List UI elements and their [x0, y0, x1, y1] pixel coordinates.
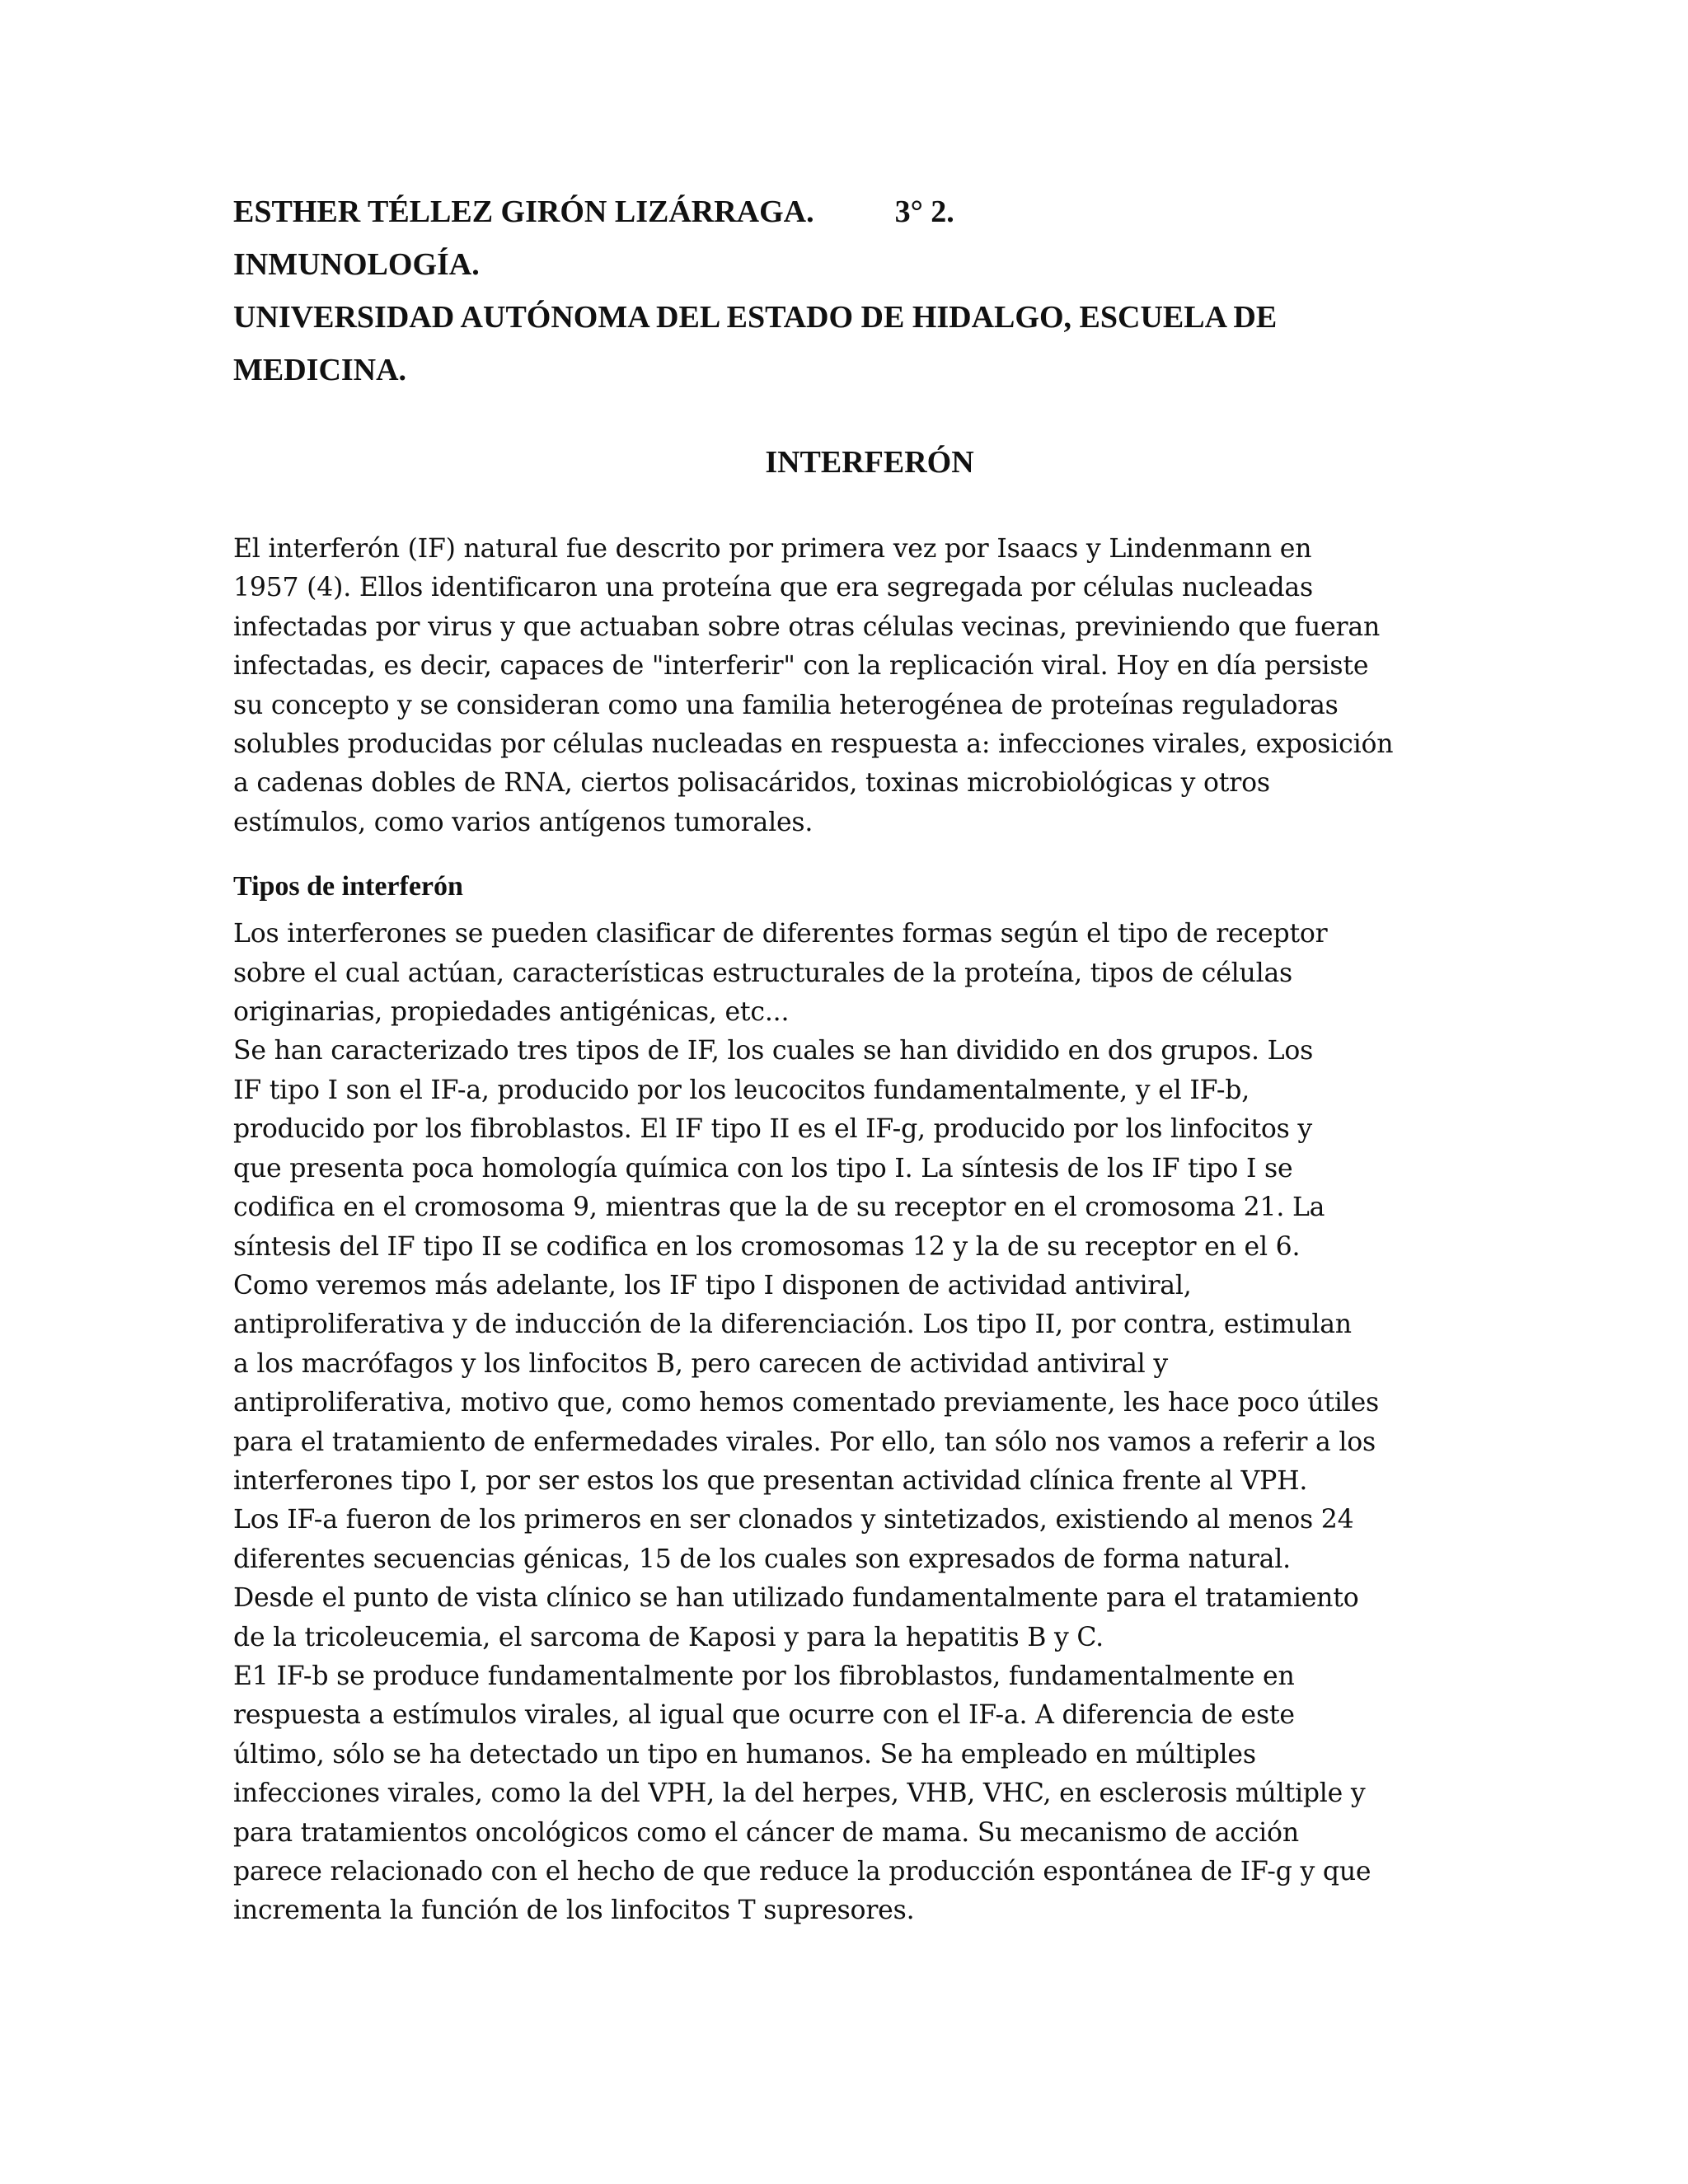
subject-line: INMUNOLOGÍA. — [233, 247, 480, 282]
paragraph-line: solubles producidas por células nucleadas en respuesta a: infecciones virales, exposición — [233, 729, 1394, 760]
paragraph-line: Se han caracterizado tres tipos de IF, los cuales se han dividido en dos grupos. Los — [233, 1036, 1314, 1066]
paragraph-line: diferentes secuencias génicas, 15 de los cuales son expresados de forma natural. — [233, 1544, 1291, 1574]
paragraph-line: IF tipo I son el IF-a, producido por los leucocitos fundamentalmente, y el IF-b, — [233, 1075, 1250, 1105]
paragraph-line: E1 IF-b se produce fundamentalmente por los fibroblastos, fundamentalmente en — [233, 1661, 1295, 1691]
paragraph-line: Los IF-a fueron de los primeros en ser clonados y sintetizados, existiendo al menos 24 — [233, 1505, 1354, 1535]
paragraph-line: infecciones virales, como la del VPH, la del herpes, VHB, VHC, en esclerosis múltiple y — [233, 1779, 1366, 1809]
paragraph-line: su concepto y se consideran como una familia heterogénea de proteínas reguladoras — [233, 690, 1339, 720]
paragraph-line: síntesis del IF tipo II se codifica en los cromosomas 12 y la de su receptor en el 6. — [233, 1231, 1301, 1262]
author-name: ESTHER TÉLLEZ GIRÓN LIZÁRRAGA. — [233, 194, 814, 229]
paragraph-line: Los interferones se pueden clasificar de diferentes formas según el tipo de receptor — [233, 919, 1328, 949]
paragraph-line: incrementa la función de los linfocitos T supresores. — [233, 1896, 915, 1926]
paragraph-line: de la tricoleucemia, el sarcoma de Kaposi y para la hepatitis B y C. — [233, 1622, 1104, 1652]
paragraph-line: que presenta poca homología química con los tipo I. La síntesis de los IF tipo I se — [233, 1153, 1293, 1183]
paragraph-line: El interferón (IF) natural fue descrito por primera vez por Isaacs y Lindenmann en — [233, 534, 1312, 564]
paragraph-line: codifica en el cromosoma 9, mientras que la de su receptor en el cromosoma 21. La — [233, 1193, 1325, 1223]
document-title: INTERFERÓN — [765, 445, 974, 480]
paragraph-line: infectadas por virus y que actuaban sobre otras células vecinas, previniendo que fueran — [233, 612, 1381, 642]
paragraph-line: estímulos, como varios antígenos tumorales. — [233, 807, 814, 837]
paragraph-line: antiproliferativa, motivo que, como hemos comentado previamente, les hace poco útiles — [233, 1388, 1379, 1418]
section-heading: Tipos de interferón — [233, 871, 463, 902]
paragraph-line: sobre el cual actúan, características estructurales de la proteína, tipos de células — [233, 958, 1293, 988]
paragraph-line: para el tratamiento de enfermedades virales. Por ello, tan sólo nos vamos a referir a los — [233, 1427, 1376, 1457]
section-body — [233, 915, 1453, 1931]
paragraph-line: Como veremos más adelante, los IF tipo I disponen de actividad antiviral, — [233, 1270, 1192, 1301]
paragraph-line: interferones tipo I, por ser estos los que presentan actividad clínica frente al VPH. — [233, 1465, 1308, 1496]
paragraph-line: 1957 (4). Ellos identificaron una proteína que era segregada por células nucleadas — [233, 573, 1313, 603]
paragraph-line: respuesta a estímulos virales, al igual que ocurre con el IF-a. A diferencia de este — [233, 1700, 1295, 1731]
paragraph-line: para tratamientos oncológicos como el cáncer de mama. Su mecanismo de acción — [233, 1817, 1299, 1848]
document-page — [233, 185, 1453, 1931]
paragraph-line: antiproliferativa y de inducción de la diferenciación. Los tipo II, por contra, estimulan — [233, 1310, 1352, 1340]
institution-line-2: MEDICINA. — [233, 353, 407, 387]
paragraph-line: a cadenas dobles de RNA, ciertos polisacáridos, toxinas microbiológicas y otros — [233, 768, 1270, 799]
paragraph-line: infectadas, es decir, capaces de "interferir" con la replicación viral. Hoy en día persiste — [233, 651, 1369, 682]
paragraph-line: producido por los fibroblastos. El IF tipo II es el IF-g, producido por los linfocitos y — [233, 1114, 1312, 1145]
paragraph-line: parece relacionado con el hecho de que reduce la producción espontánea de IF-g y que — [233, 1857, 1372, 1886]
paragraph-line: a los macrófagos y los linfocitos B, pero carecen de actividad antiviral y — [233, 1348, 1168, 1379]
paragraph-line: Desde el punto de vista clínico se han utilizado fundamentalmente para el tratamiento — [233, 1583, 1359, 1614]
paragraph-line: último, sólo se ha detectado un tipo en humanos. Se ha empleado en múltiples — [233, 1739, 1256, 1769]
author-line — [233, 185, 1453, 238]
intro-paragraph — [233, 530, 1453, 842]
class-group: 3° 2. — [894, 194, 954, 229]
paragraph-line: originarias, propiedades antigénicas, etc... — [233, 997, 790, 1028]
institution-line-1: UNIVERSIDAD AUTÓNOMA DEL ESTADO DE HIDALGO, ESCUELA DE — [233, 300, 1278, 335]
